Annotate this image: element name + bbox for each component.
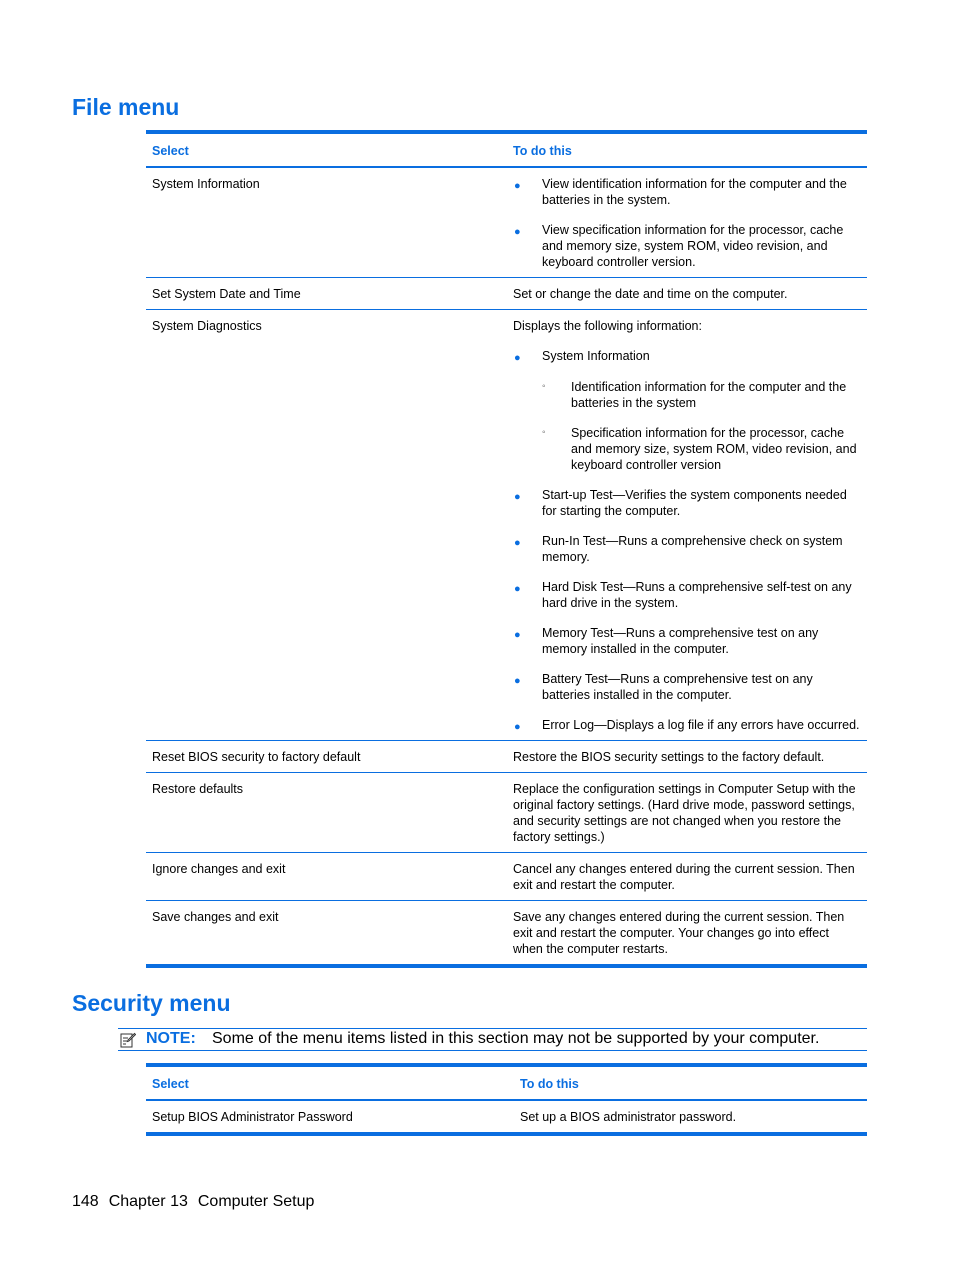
page-number: 148 (72, 1193, 99, 1210)
file-menu-table (146, 130, 867, 968)
table-row (146, 278, 867, 310)
row-todo-cell: Save any changes entered during the current session. Then exit and restart the computer. Your changes go into effect when the computer restarts. (507, 901, 867, 967)
row-select-cell: Save changes and exit (146, 901, 507, 967)
list-item: ● System Information ◦ Identification information for the computer and the batteries in the system ◦ Specification information for the processor, cache and memory size, system ROM, video revision, and keyboard controller version (513, 348, 861, 473)
list-item: ● Battery Test—Runs a comprehensive test on any batteries installed in the computer. (514, 672, 813, 702)
row-select-cell: Reset BIOS security to factory default (146, 741, 507, 773)
column-header-select: Select (146, 132, 507, 167)
column-header-todo: To do this (507, 132, 867, 167)
chapter-label: Chapter 13 (108, 1193, 188, 1210)
list-item: ● Run-In Test—Runs a comprehensive check on system memory. (514, 534, 843, 564)
note-pencil-icon (120, 1032, 136, 1048)
chapter-title: Computer Setup (197, 1193, 315, 1210)
table-row (146, 310, 867, 741)
row-todo-cell: Set or change the date and time on the computer. (507, 278, 867, 310)
sub-list-item: ◦ Identification information for the computer and the batteries in the system (542, 380, 847, 410)
page-footer (72, 1193, 324, 1211)
note-box (118, 1028, 867, 1051)
row-select-cell: Restore defaults (146, 773, 507, 853)
row-todo-cell: Replace the configuration settings in Computer Setup with the original factory settings. (Hard drive mode, password settings, and security settings are not changed when you restore the factory settings.) (507, 773, 867, 853)
table-row (146, 741, 867, 773)
list-item: ● View specification information for the processor, cache and memory size, system ROM, video revision, and keyboard controller version. (514, 223, 844, 269)
security-menu-table (146, 1063, 867, 1136)
bullet-icon: ● (514, 721, 521, 733)
bullet-icon: ● (514, 675, 521, 687)
column-header-todo: To do this (510, 1065, 867, 1100)
list-item: ● Hard Disk Test—Runs a comprehensive self-test on any hard drive in the system. (514, 580, 852, 610)
table-header-row (146, 1065, 867, 1100)
list-item: ● Start-up Test—Verifies the system components needed for starting the computer. (514, 488, 847, 518)
row-todo-cell (507, 310, 867, 741)
row-select-cell: System Information (146, 167, 507, 278)
bullet-list (513, 176, 861, 270)
row-select-cell: Setup BIOS Administrator Password (146, 1100, 510, 1134)
bullet-icon: ● (514, 629, 521, 641)
bullet-icon: ● (514, 583, 521, 595)
row-select-cell: System Diagnostics (146, 310, 507, 741)
row-todo-cell: Restore the BIOS security settings to the factory default. (507, 741, 867, 773)
column-header-select: Select (146, 1065, 510, 1100)
table-row (146, 773, 867, 853)
security-menu-heading: Security menu (72, 990, 231, 1016)
sub-list-item: ◦ Specification information for the processor, cache and memory size, system ROM, video revision, and keyboard controller version (542, 426, 857, 472)
diagnostics-intro: Displays the following information: (513, 319, 702, 333)
row-select-cell: Ignore changes and exit (146, 853, 507, 901)
list-item: ● Memory Test—Runs a comprehensive test on any memory installed in the computer. (514, 626, 819, 656)
list-item: ● View identification information for the computer and the batteries in the system. (514, 177, 847, 207)
sub-bullet-icon: ◦ (542, 381, 546, 392)
bullet-icon: ● (514, 226, 521, 238)
row-select-cell: Set System Date and Time (146, 278, 507, 310)
table-row (146, 167, 867, 278)
note-label: NOTE: (146, 1030, 196, 1047)
bullet-icon: ● (514, 180, 521, 192)
bullet-icon: ● (514, 352, 521, 364)
row-todo-cell (507, 167, 867, 278)
sub-bullet-icon: ◦ (542, 427, 546, 438)
table-row (146, 901, 867, 967)
table-row (146, 1100, 867, 1134)
table-header-row (146, 132, 867, 167)
list-item: ● Error Log—Displays a log file if any errors have occurred. (514, 718, 860, 733)
note-text: Some of the menu items listed in this section may not be supported by your computer. (212, 1030, 820, 1047)
row-todo-cell: Set up a BIOS administrator password. (510, 1100, 867, 1134)
bullet-icon: ● (514, 491, 521, 503)
bullet-list (513, 348, 861, 733)
sub-bullet-list (542, 379, 861, 473)
file-menu-heading: File menu (72, 94, 180, 120)
table-row (146, 853, 867, 901)
row-todo-cell: Cancel any changes entered during the current session. Then exit and restart the computer. (507, 853, 867, 901)
bullet-icon: ● (514, 537, 521, 549)
